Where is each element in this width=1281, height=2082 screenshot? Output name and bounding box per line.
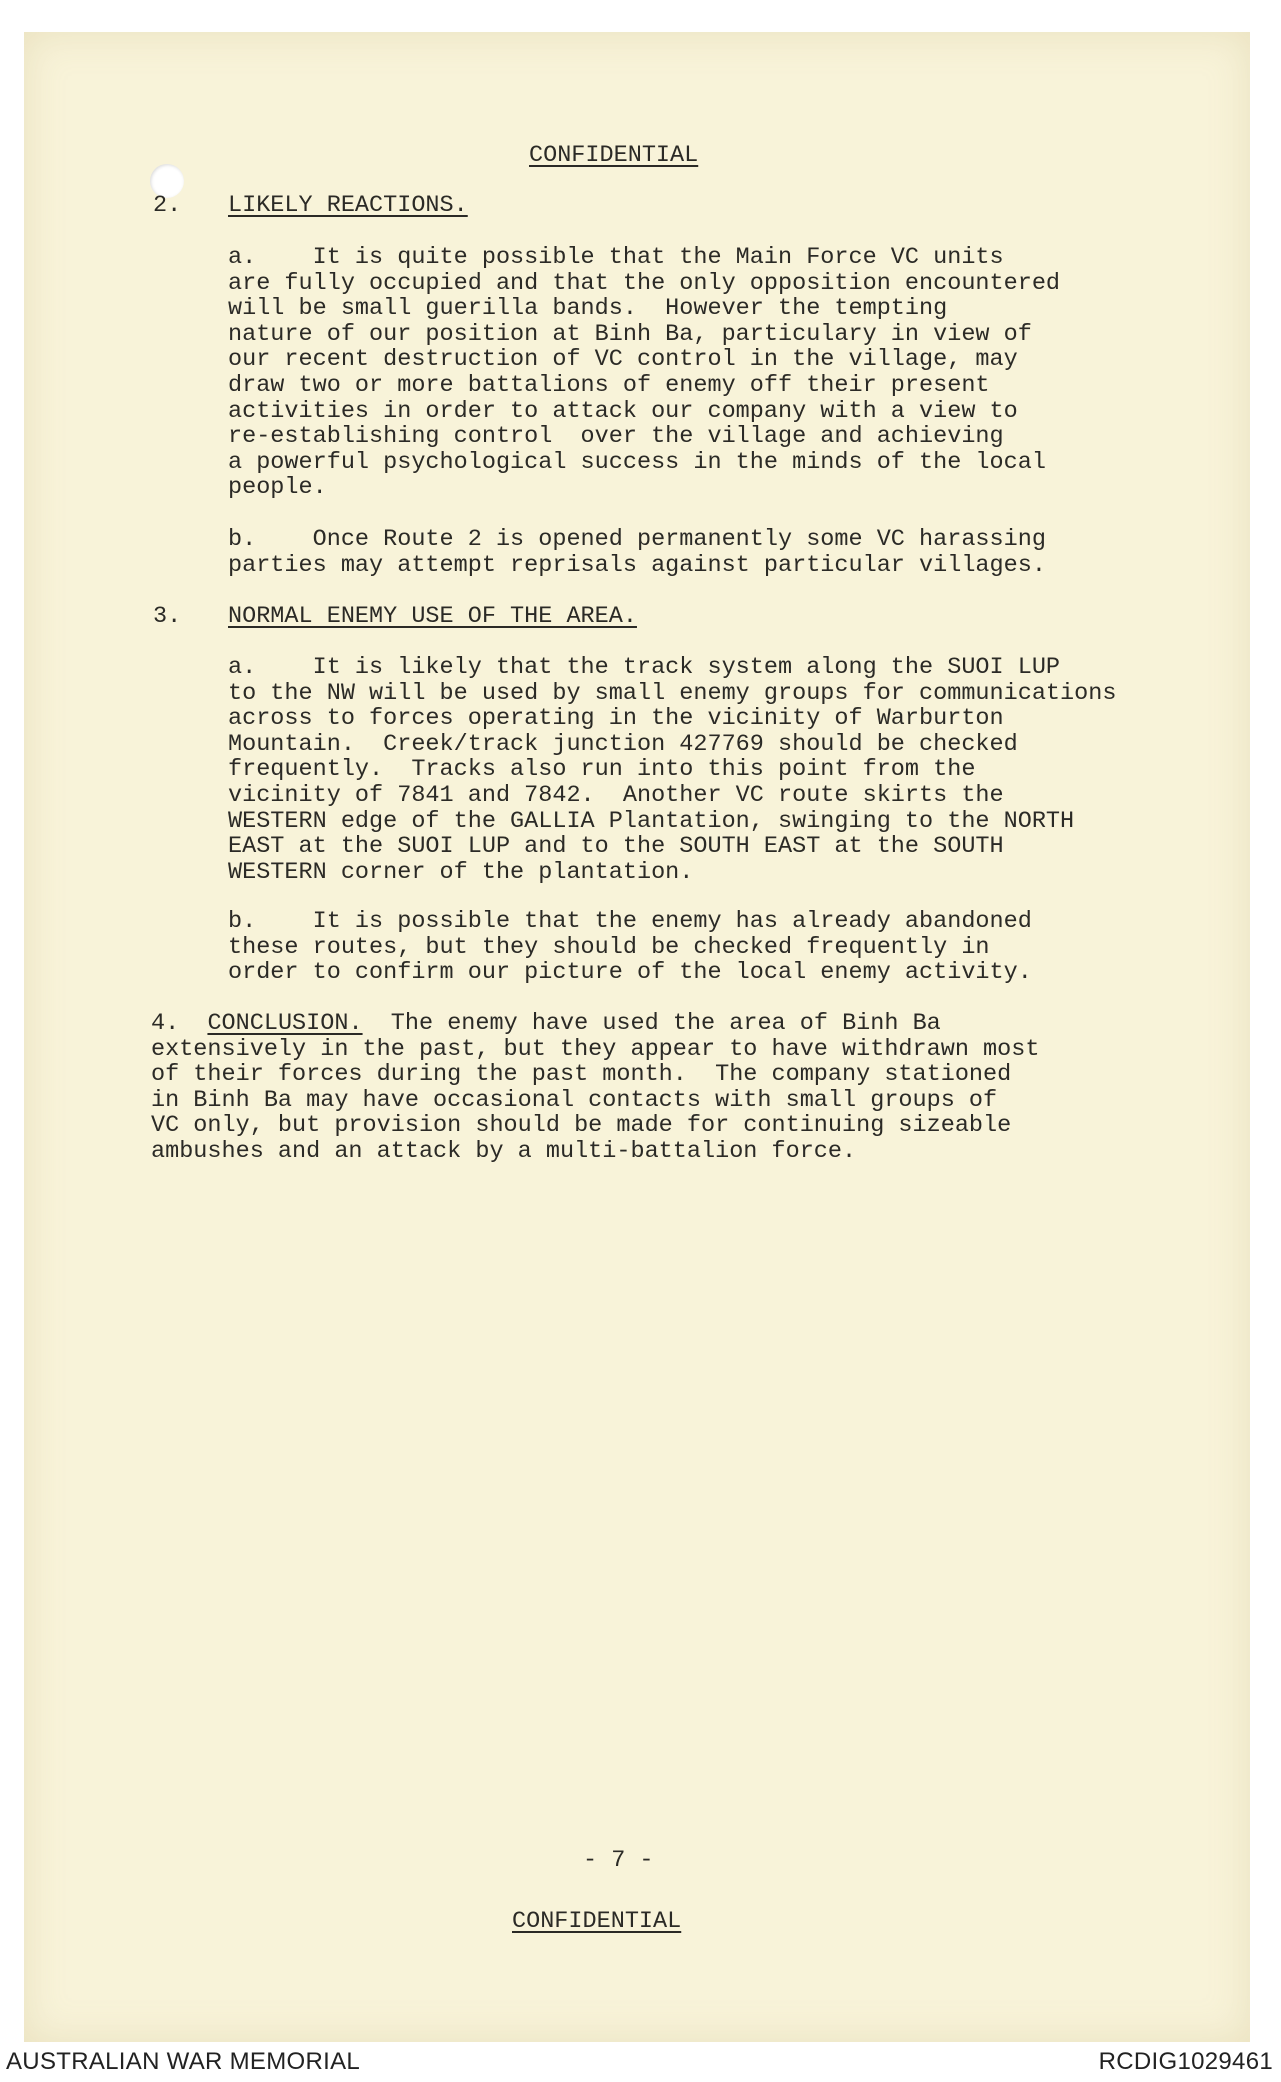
header-classification: CONFIDENTIAL bbox=[529, 142, 699, 169]
text-line: WESTERN edge of the GALLIA Plantation, swinging to the NORTH bbox=[228, 807, 1075, 835]
section-3-number: 3. bbox=[153, 603, 182, 630]
text-line: draw two or more battalions of enemy off their present bbox=[228, 371, 990, 399]
archive-caption-strip bbox=[0, 2042, 1281, 2082]
text-line: people. bbox=[228, 474, 327, 502]
text-line: these routes, but they should be checked frequently in bbox=[228, 933, 990, 961]
text-line: of their forces during the past month. The company stationed bbox=[151, 1061, 1012, 1089]
text-line: a powerful psychological success in the minds of the local bbox=[228, 448, 1046, 476]
text-line: WESTERN corner of the plantation. bbox=[228, 858, 694, 886]
text-line: The enemy have used the area of Binh Ba bbox=[390, 1010, 941, 1037]
section-2-number: 2. bbox=[153, 192, 182, 219]
page-number: - 7 - bbox=[583, 1847, 654, 1874]
text-line: our recent destruction of VC control in the village, may bbox=[228, 346, 1018, 374]
text-line: frequently. Tracks also run into this point from the bbox=[228, 756, 976, 784]
text-line: to the NW will be used by small enemy groups for communications bbox=[228, 679, 1117, 707]
section-2-title: LIKELY REACTIONS. bbox=[228, 192, 468, 219]
text-line: b. It is possible that the enemy has already abandoned bbox=[228, 908, 1032, 935]
footer-classification: CONFIDENTIAL bbox=[512, 1908, 682, 1935]
text-line: extensively in the past, but they appear to have withdrawn most bbox=[151, 1035, 1040, 1063]
section-2-paragraph-b bbox=[228, 527, 1046, 578]
text-line: re-establishing control over the village and achieving bbox=[228, 423, 1004, 451]
text-line: nature of our position at Binh Ba, particulary in view of bbox=[228, 320, 1032, 348]
text-line: parties may attempt reprisals against particular villages. bbox=[228, 551, 1046, 579]
text-line: activities in order to attack our company with a view to bbox=[228, 397, 1018, 425]
text-line: a. It is likely that the track system along the SUOI LUP bbox=[228, 654, 1061, 681]
archive-name: AUSTRALIAN WAR MEMORIAL bbox=[6, 2048, 361, 2075]
archive-reference: RCDIG1029461 bbox=[1098, 2048, 1273, 2075]
text-line: Mountain. Creek/track junction 427769 should be checked bbox=[228, 730, 1018, 758]
section-2-paragraph-a bbox=[228, 245, 1060, 501]
text-line: a. It is quite possible that the Main Force VC units bbox=[228, 244, 1004, 271]
text-line: b. Once Route 2 is opened permanently some VC harassing bbox=[228, 526, 1046, 553]
text-line: VC only, but provision should be made for continuing sizeable bbox=[151, 1112, 1012, 1140]
conclusion-paragraph bbox=[151, 1011, 1039, 1165]
text-line: are fully occupied and that the only opposition encountered bbox=[228, 269, 1061, 297]
conclusion-first-line bbox=[151, 1011, 1039, 1037]
section-3-paragraph-a bbox=[228, 655, 1116, 885]
text-line: EAST at the SUOI LUP and to the SOUTH EAST at the SOUTH bbox=[228, 833, 1004, 861]
text-line: ambushes and an attack by a multi-battalion force. bbox=[151, 1137, 857, 1165]
section-3-title: NORMAL ENEMY USE OF THE AREA. bbox=[228, 603, 637, 630]
text-line: will be small guerilla bands. However the tempting bbox=[228, 295, 948, 323]
conclusion-title: CONCLUSION. bbox=[207, 1010, 363, 1037]
section-4-number: 4. bbox=[151, 1010, 180, 1037]
text-line: across to forces operating in the vicinity of Warburton bbox=[228, 705, 1004, 733]
text-line: order to confirm our picture of the local enemy activity. bbox=[228, 959, 1032, 987]
section-3-paragraph-b bbox=[228, 909, 1032, 986]
text-line: in Binh Ba may have occasional contacts with small groups of bbox=[151, 1086, 998, 1114]
text-line: vicinity of 7841 and 7842. Another VC route skirts the bbox=[228, 781, 1004, 809]
